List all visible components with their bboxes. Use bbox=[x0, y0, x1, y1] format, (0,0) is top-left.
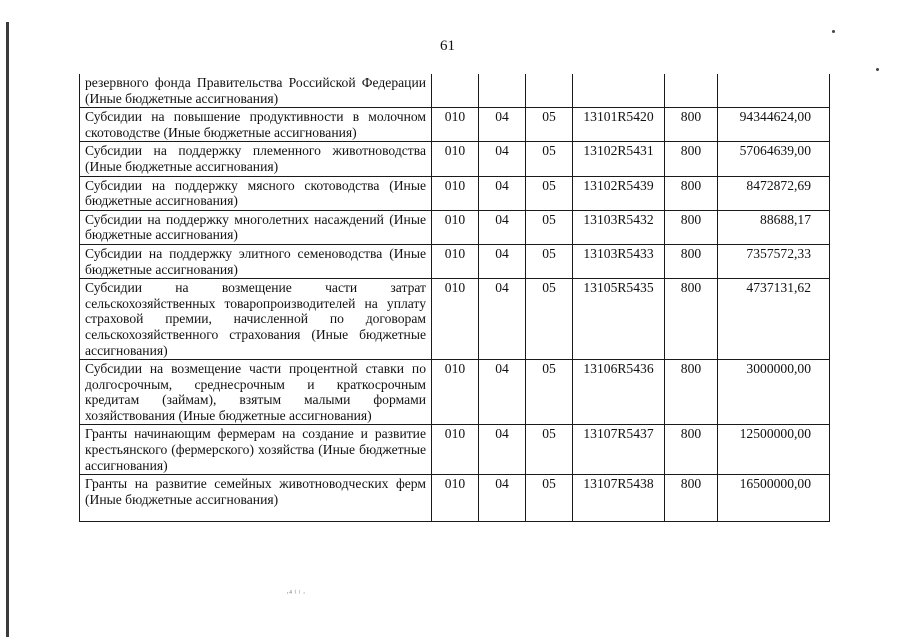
row-code-5: 800 bbox=[665, 279, 718, 360]
row-description: Субсидии на поддержку мясного скотоводства (Иные бюджетные ассигнования) bbox=[80, 176, 432, 210]
row-code-1: 010 bbox=[432, 425, 479, 475]
row-code-3 bbox=[526, 74, 573, 108]
page-number: 61 bbox=[440, 38, 455, 54]
row-code-3: 05 bbox=[526, 244, 573, 278]
row-code-1: 010 bbox=[432, 210, 479, 244]
row-amount: 94344624,00 bbox=[718, 108, 830, 142]
table-row bbox=[80, 244, 830, 278]
row-code-1: 010 bbox=[432, 176, 479, 210]
row-code-3: 05 bbox=[526, 425, 573, 475]
table-row bbox=[80, 475, 830, 522]
scan-smudge: ·⁴ ⁽ ˡ · bbox=[286, 588, 306, 598]
row-amount: 57064639,00 bbox=[718, 142, 830, 176]
row-description: Субсидии на поддержку многолетних насаждений (Иные бюджетные ассигнования) bbox=[80, 210, 432, 244]
scan-edge-line bbox=[6, 22, 9, 637]
row-amount: 3000000,00 bbox=[718, 360, 830, 425]
row-code-4 bbox=[573, 74, 665, 108]
row-code-5: 800 bbox=[665, 475, 718, 522]
row-code-5: 800 bbox=[665, 244, 718, 278]
row-code-3: 05 bbox=[526, 108, 573, 142]
row-amount: 88688,17 bbox=[718, 210, 830, 244]
row-code-3: 05 bbox=[526, 279, 573, 360]
row-code-3: 05 bbox=[526, 176, 573, 210]
row-code-2: 04 bbox=[479, 176, 526, 210]
row-code-1: 010 bbox=[432, 360, 479, 425]
row-code-4: 13102R5431 bbox=[573, 142, 665, 176]
row-amount: 7357572,33 bbox=[718, 244, 830, 278]
row-code-2: 04 bbox=[479, 279, 526, 360]
row-amount: 16500000,00 bbox=[718, 475, 830, 522]
row-code-5: 800 bbox=[665, 176, 718, 210]
scan-speck bbox=[832, 30, 835, 33]
table-row bbox=[80, 176, 830, 210]
row-code-4: 13103R5433 bbox=[573, 244, 665, 278]
row-code-1 bbox=[432, 74, 479, 108]
row-description: резервного фонда Правительства Российской Федерации (Иные бюджетные ассигнования) bbox=[80, 74, 432, 108]
row-description: Гранты начинающим фермерам на создание и развитие крестьянского (фермерского) хозяйства (Иные бюджетные ассигнования) bbox=[80, 425, 432, 475]
row-code-4: 13101R5420 bbox=[573, 108, 665, 142]
row-amount: 12500000,00 bbox=[718, 425, 830, 475]
table-row bbox=[80, 108, 830, 142]
scan-speck bbox=[876, 68, 879, 71]
row-code-2: 04 bbox=[479, 475, 526, 522]
row-code-5: 800 bbox=[665, 142, 718, 176]
row-code-4: 13105R5435 bbox=[573, 279, 665, 360]
row-description: Субсидии на возмещение части процентной ставки по долгосрочным, среднесрочным и краткосрочным кредитам (займам), взятым малыми формами хозяйствования (Иные бюджетные ассигнования) bbox=[80, 360, 432, 425]
row-code-1: 010 bbox=[432, 142, 479, 176]
row-code-5: 800 bbox=[665, 425, 718, 475]
row-code-1: 010 bbox=[432, 475, 479, 522]
row-code-2 bbox=[479, 74, 526, 108]
row-code-2: 04 bbox=[479, 210, 526, 244]
row-description: Субсидии на повышение продуктивности в молочном скотоводстве (Иные бюджетные ассигнования) bbox=[80, 108, 432, 142]
row-description: Субсидии на возмещение части затрат сельскохозяйственных товаропроизводителей на уплату страховой премии, начисленной по договорам сельскохозяйственного страхования (Иные бюджетные ассигнования) bbox=[80, 279, 432, 360]
row-code-1: 010 bbox=[432, 244, 479, 278]
row-description: Субсидии на поддержку племенного животноводства (Иные бюджетные ассигнования) bbox=[80, 142, 432, 176]
table-row bbox=[80, 74, 830, 108]
row-code-2: 04 bbox=[479, 360, 526, 425]
row-code-2: 04 bbox=[479, 425, 526, 475]
row-code-3: 05 bbox=[526, 360, 573, 425]
row-code-3: 05 bbox=[526, 475, 573, 522]
row-code-1: 010 bbox=[432, 279, 479, 360]
table-row bbox=[80, 142, 830, 176]
table-row bbox=[80, 425, 830, 475]
table-row bbox=[80, 279, 830, 360]
row-code-2: 04 bbox=[479, 244, 526, 278]
table-row bbox=[80, 360, 830, 425]
row-code-3: 05 bbox=[526, 210, 573, 244]
budget-table-body bbox=[80, 74, 830, 522]
row-code-5 bbox=[665, 74, 718, 108]
row-code-2: 04 bbox=[479, 108, 526, 142]
row-amount: 8472872,69 bbox=[718, 176, 830, 210]
row-code-4: 13107R5438 bbox=[573, 475, 665, 522]
row-code-4: 13103R5432 bbox=[573, 210, 665, 244]
row-code-5: 800 bbox=[665, 360, 718, 425]
row-code-4: 13107R5437 bbox=[573, 425, 665, 475]
budget-table bbox=[79, 74, 830, 522]
row-amount: 4737131,62 bbox=[718, 279, 830, 360]
row-code-4: 13106R5436 bbox=[573, 360, 665, 425]
row-code-1: 010 bbox=[432, 108, 479, 142]
row-amount bbox=[718, 74, 830, 108]
row-code-5: 800 bbox=[665, 108, 718, 142]
row-code-2: 04 bbox=[479, 142, 526, 176]
row-code-4: 13102R5439 bbox=[573, 176, 665, 210]
row-description: Гранты на развитие семейных животноводческих ферм (Иные бюджетные ассигнования) bbox=[80, 475, 432, 522]
row-description: Субсидии на поддержку элитного семеноводства (Иные бюджетные ассигнования) bbox=[80, 244, 432, 278]
row-code-3: 05 bbox=[526, 142, 573, 176]
row-code-5: 800 bbox=[665, 210, 718, 244]
table-row bbox=[80, 210, 830, 244]
